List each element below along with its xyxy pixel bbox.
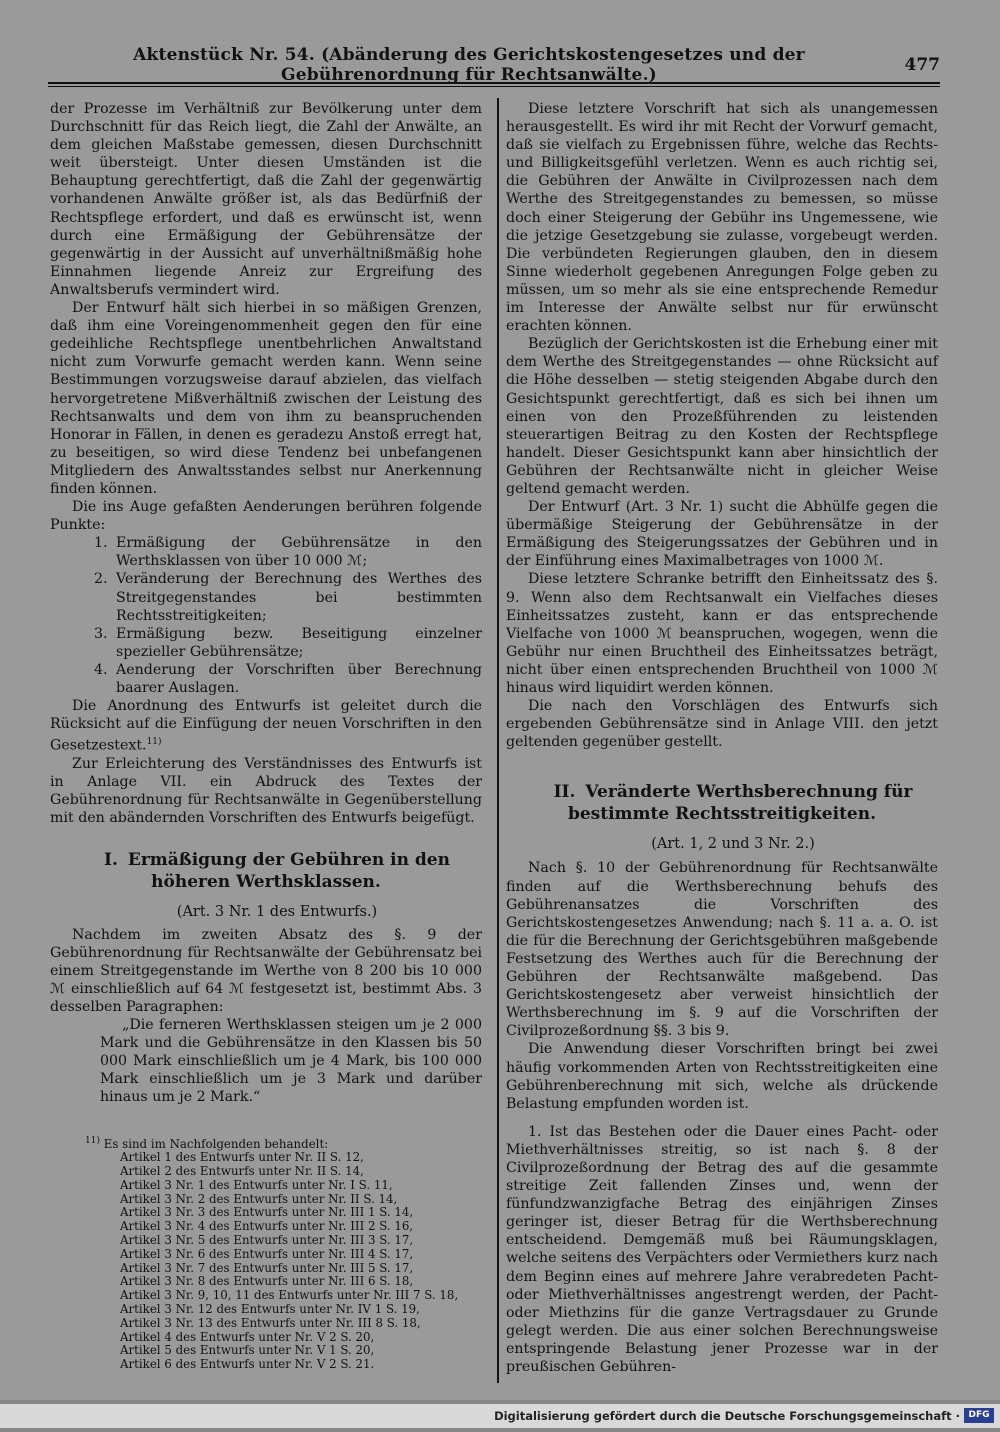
footnote-line: Artikel 3 Nr. 6 des Entwurfs unter Nr. III 4 S. 17, [120, 1246, 414, 1261]
change-list [50, 534, 482, 697]
list-item: 3. Ermäßigung bezw. Beseitigung einzelner spezieller Gebührensätze; [112, 625, 482, 661]
footnote-line: Artikel 3 Nr. 7 des Entwurfs unter Nr. III 5 S. 17, [120, 1260, 414, 1275]
footnote-mark: 11) [85, 1135, 100, 1146]
paragraph-text: Die Anordnung des Entwurfs ist geleitet durch die Rücksicht auf die Einfügung der neuen Vorschriften in den Gesetzestext. [50, 698, 482, 755]
header-title: Aktenstück Nr. 54. (Abänderung des Gerichtskostengesetzes und der Gebührenordnung für Rechtsanwälte.) [133, 45, 805, 85]
footnote-line: Artikel 3 Nr. 1 des Entwurfs unter Nr. I S. 11, [120, 1177, 393, 1192]
paragraph: Bezüglich der Gerichtskosten ist die Erhebung einer mit dem Werthe des Streitgegenstandes — ohne Rücksicht auf die Höhe desselben — stetig steigenden Abgabe durch den Gesichtspunkt gerechtfertigt, daß es sich bei ihnen um einen von den Prozeßführenden zu leistenden steuerartigen Beitrag zu den Kosten der Rechtspflege handelt. Dieser Gesichtspunkt kann aber hinsichtlich der Gebühren der Rechtsanwälte nicht in gleicher Weise geltend gemacht werden. [506, 336, 938, 497]
footnote-line: Artikel 3 Nr. 3 des Entwurfs unter Nr. III 1 S. 14, [120, 1205, 414, 1220]
paragraph: Zur Erleichterung des Verständnisses des Entwurfs ist in Anlage VII. ein Abdruck des Textes der Gebührenordnung für Rechtsanwälte in Gegenüberstellung mit den abändernden Vorschriften des Entwurfs beigefügt. [50, 756, 482, 827]
right-column [506, 100, 938, 1376]
section-number: II. [553, 782, 576, 803]
column-divider [497, 98, 499, 1383]
paragraph: Der Entwurf (Art. 3 Nr. 1) sucht die Abhülfe gegen die übermäßige Steigerung der Gebührensätze in der Ermäßigung des Steigerungssatzes der Gebühren und in der Einführung eines Maximalbetrages von 1000 ℳ. [506, 499, 938, 570]
header-rule [48, 82, 940, 84]
section-title: Veränderte Werthsberechnung für bestimmte Rechtsstreitigkeiten. [567, 782, 913, 825]
footnote-line: Artikel 3 Nr. 8 des Entwurfs unter Nr. III 6 S. 18, [120, 1274, 414, 1289]
paragraph: Diese letztere Vorschrift hat sich als unangemessen herausgestellt. Es wird ihr mit Recht der Vorwurf gemacht, daß sie vielfach zu Ergebnissen führe, welche das Rechts- und Billigkeitsgefühl verletzen. Wenn es auch richtig sei, die Gebühren der Anwälte in Civilprozessen nach dem Werthe des Streitgegenstandes zu bemessen, so müsse doch einer Steigerung der Gebühr ins Ungemessene, wie die jetzige Gesetzgebung sie zulasse, vorgebeugt werden. Die verbündeten Regierungen glauben, den in diesem Sinne wiederholt gegebenen Anregungen Folge geben zu müssen, um so mehr als sie eine entsprechende Remedur im Interesse der Anwälte selbst nur für erwünscht erachten können. [506, 101, 938, 335]
footnote-line: Artikel 1 des Entwurfs unter Nr. II S. 12, [120, 1150, 364, 1165]
footnote-title: Es sind im Nachfolgenden behandelt: [103, 1136, 329, 1151]
paragraph [50, 697, 482, 755]
paragraph: Die Anwendung dieser Vorschriften bringt bei zwei häufig vorkommenden Arten von Rechtsstreitigkeiten eine Gebührenberechnung mit sich, welche als drückende Belastung empfunden worden ist. [506, 1041, 938, 1112]
dfg-logo: DFG [964, 1408, 994, 1423]
left-column [50, 100, 482, 1372]
section-article-ref: (Art. 3 Nr. 1 des Entwurfs.) [176, 904, 378, 921]
footnote-line: Artikel 6 des Entwurfs unter Nr. V 2 S. 21. [120, 1357, 375, 1372]
paragraph: Nachdem im zweiten Absatz des §. 9 der Gebührenordnung für Rechtsanwälte der Gebührensatz bei einem Streitgegenstande im Werthe von 8 200 bis 10 000 ℳ einschließlich auf 64 ℳ festgesetzt ist, bestimmt Abs. 3 desselben Paragraphen: [50, 926, 482, 1015]
header-rule-thin [48, 86, 940, 87]
section-article-ref: (Art. 1, 2 und 3 Nr. 2.) [651, 836, 815, 853]
list-item: 4. Aenderung der Vorschriften über Berechnung baarer Auslagen. [112, 661, 482, 697]
footnote-line: Artikel 3 Nr. 2 des Entwurfs unter Nr. II S. 14, [120, 1191, 398, 1206]
paragraph: 1. Ist das Bestehen oder die Dauer eines Pacht- oder Miethverhältnisses streitig, so ist nach §. 8 der Civilprozeßordnung der Betrag des auf die gesammte streitige Zeit fallenden Zinses und, wenn der fünfundzwanzigfache Betrag des einjährigen Zinses geringer ist, dieser Betrag für die Werthsberechnung entscheidend. Demgemäß muß bei Räumungsklagen, welche seitens des Verpächters oder Vermiethers kurz nach dem Beginn eines auf mehrere Jahre verabredeten Pacht- oder Miethverhältnisses angestrengt werden, der Pacht- oder Miethzins für die ganze Vertragsdauer zu Grunde gelegt werden. Die aus einer solchen Berechnungsweise entspringende Belastung jener Prozesse war in der preußischen Gebühren- [506, 1123, 938, 1375]
footnote-ref: 11) [146, 737, 162, 748]
footnote-line: Artikel 3 Nr. 12 des Entwurfs unter Nr. IV 1 S. 19, [120, 1302, 420, 1316]
footnote-head [50, 1135, 482, 1152]
block-quote [50, 1016, 482, 1106]
page-number: 477 [904, 55, 940, 75]
footnote-line: Artikel 5 des Entwurfs unter Nr. V 1 S. 20, [120, 1343, 375, 1358]
section-number: I. [104, 850, 118, 871]
footnote-line: Artikel 2 des Entwurfs unter Nr. II S. 14, [120, 1164, 364, 1179]
footnote-line: Artikel 3 Nr. 13 des Entwurfs unter Nr. III 8 S. 18, [120, 1315, 421, 1330]
list-item: 2. Veränderung der Berechnung des Werthes des Streitgegenstandes bei bestimmten Rechtsstreitigkeiten; [112, 570, 482, 624]
paragraph: Die nach den Vorschlägen des Entwurfs sich ergebenden Gebührensätze sind in Anlage VIII. den jetzt geltenden gegenüber gestellt. [506, 698, 938, 751]
footer-text: Digitalisierung gefördert durch die Deutsche Forschungsgemeinschaft · [494, 1409, 960, 1423]
paragraph: Die ins Auge gefaßten Aenderungen berühren folgende Punkte: [50, 499, 482, 534]
footnote [50, 1135, 482, 1372]
section-title: Ermäßigung der Gebühren in den höheren Werthsklassen. [127, 850, 450, 893]
footnote-list [50, 1151, 482, 1372]
paragraph: der Prozesse im Verhältniß zur Bevölkerung unter dem Durchschnitt für das Reich liegt, die Zahl der Anwälte, an dem gleichen Maßstabe gemessen, diesen Durchschnitt weit übersteigt. Unter diesen Umständen ist die Behauptung gerechtfertigt, daß die Zahl der gegenwärtig vorhandenen Anwälte größer ist, als das Bedürfniß der Rechtspflege erfordert, und daß es erwünscht ist, wenn durch eine Ermäßigung der Gebührensätze der gegenwärtig in der Aussicht auf unverhältnißmäßig hohe Einnahmen liegende Anreiz zur Ergreifung des Anwaltsberufs vermindert wird. [50, 101, 482, 298]
paragraph: Der Entwurf hält sich hierbei in so mäßigen Grenzen, daß ihm eine Voreingenommenheit gegen den für eine gedeihliche Rechtspflege unentbehrlichen Anwaltstand nicht zum Vorwurfe gemacht werden kann. Wenn seine Bestimmungen vorzugsweise darauf abzielen, das vielfach hervorgetretene Mißverhältniß zwischen der Leistung des Rechtsanwalts und dem von ihm zu beanspruchenden Honorar in Fällen, in denen es geradezu Anstoß erregt hat, zu beseitigen, so wird diese Tendenz bei unbefangenen Mitgliedern des Anwaltsstandes selbst nur Anerkennung finden können. [50, 300, 482, 497]
footnote-line: Artikel 3 Nr. 9, 10, 11 des Entwurfs unter Nr. III 7 S. 18, [120, 1288, 459, 1303]
page-header [48, 45, 940, 85]
digitization-footer [0, 1404, 1000, 1428]
footnote-line: Artikel 4 des Entwurfs unter Nr. V 2 S. 20, [120, 1329, 375, 1344]
footnote-line: Artikel 3 Nr. 4 des Entwurfs unter Nr. III 2 S. 16, [120, 1219, 414, 1234]
section-heading [506, 781, 938, 825]
section-heading [50, 849, 482, 893]
paragraph: Diese letztere Schranke betrifft den Einheitssatz des §. 9. Wenn also dem Rechtsanwalt ein Vielfaches dieses Einheitssatzes zusteht, kann er das entsprechende Vielfache von 1000 ℳ beanspruchen, wogegen, wenn die Gebühr nur einen Bruchtheil des Einheitssatzes beträgt, nicht über einen entsprechenden Bruchtheil von 1000 ℳ hinaus wird liquidirt werden können. [506, 571, 938, 696]
footnote-line: Artikel 3 Nr. 5 des Entwurfs unter Nr. III 3 S. 17, [120, 1233, 414, 1248]
paragraph: Nach §. 10 der Gebührenordnung für Rechtsanwälte finden auf die Werthsberechnung behufs des Gebührenansatzes die Vorschriften des Gerichtskostengesetzes Anwendung; nach §. 11 a. a. O. ist die für die Berechnung der Gerichtsgebühren maßgebende Festsetzung des Werthes auch für die Berechnung der Gebühren der Rechtsanwälte maßgebend. Das Gerichtskostengesetz aber verweist hinsichtlich der Werthsberechnung im §. 9 auf die Vorschriften der Civilprozeßordnung §§. 3 bis 9. [506, 860, 938, 1040]
list-item: 1. Ermäßigung der Gebührensätze in den Werthsklassen von über 10 000 ℳ; [112, 534, 482, 570]
quote-text: „Die ferneren Werthsklassen steigen um je 2 000 Mark und die Gebührensätze in den Klassen bis 50 000 Mark einschließlich um je 4 Mark, bis 100 000 Mark einschließlich um je 3 Mark und darüber hinaus um je 2 Mark.“ [100, 1017, 482, 1106]
